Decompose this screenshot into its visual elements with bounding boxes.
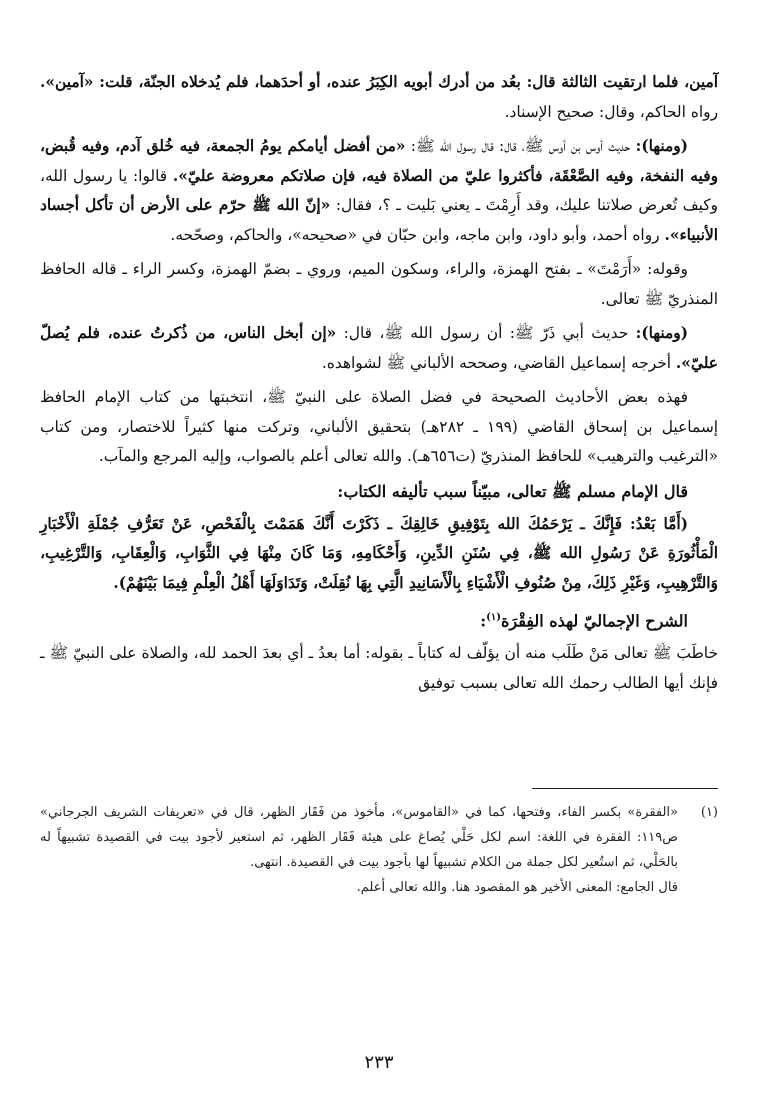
paragraph-4-hadith: «إن أبخل الناس، من ذُكرتُ عنده، فلم يُصلّ عليّ». <box>40 324 718 372</box>
paragraph-1-bold: آمين، فلما ارتقيت الثالثة قال: بعُد من أدرك أبويه الكِبَرُ عنده، أو أحدَهما، فلم يُدخلاه الجنّة، قلت: «آمين». <box>40 73 718 91</box>
paragraph-4 <box>40 319 718 378</box>
paragraph-1-text: رواه الحاكم، وقال: صحيح الإسناد. <box>504 102 718 121</box>
paragraph-4-text-a: حديث أبي ذَرّ ﷺ: أن رسول الله ﷺ، قال: <box>336 324 636 342</box>
section-heading-summary-colon: : <box>480 611 487 631</box>
paragraph-2-hadith-b: «إنّ الله ﷺ حرّم على الأرض أن تأكل أجساد الأنبياء». <box>40 196 718 244</box>
section-heading-imam-muslim: قال الإمام مسلم ﷺ تعالى، مبيّناً سبب تأليفه الكتاب: <box>337 481 688 501</box>
footnote-ref-1: (١) <box>486 612 501 623</box>
paragraph-3: وقوله: «أَرَمْتَ» ـ بفتح الهمزة، والراء، وسكون الميم، وروي ـ بضمّ الهمزة، وكسر الراء ـ قاله الحافظ المنذريّ ﷺ تعالى. <box>40 260 718 308</box>
quote-text: (أَمَّا بَعْدُ: فَإِنَّكَ ـ يَرْحَمُكَ الله بِتَوْفِيقِ خَالِقِكَ ـ ذَكَرْتَ أَنَّكَ هَمَمْتَ بِالْفَحْصِ، عَنْ تَعَرُّفِ جُمْلَةِ الْأَخْبَارِ الْمَأْثُورَةِ عَنْ رَسُولِ الله ﷺ، فِي سُنَنِ الدِّينِ، وَأَحْكَامِهِ، وَمَا كَانَ مِنْهَا فِي الثَّوَابِ، وَالْعِقَابِ، وَالتَّرْغِيبِ، وَالتَّرْهِيبِ، وَغَيْرِ ذَلِكَ، مِنْ صُنُوفِ الْأَشْيَاءِ بِالْأَسَانِيدِ الَّتِي بِهَا نُقِلَتْ، وَتَدَاوَلَهَا أَهْلُ الْعِلْمِ فِيمَا بَيْنَهُمْ). <box>40 514 718 592</box>
paragraph-5: فهذه بعض الأحاديث الصحيحة في فضل الصلاة على النبيّ ﷺ، انتخبتها من كتاب الإمام الحافظ إسماعيل بن إسحاق القاضي (١٩٩ ـ ٢٨٢هـ) بتحقيق الألباني، وتركت منها كثيراً للاختصار، ومن كتاب «الترغيب والترهيب» للحافظ المنذريّ (ت٦٥٦هـ). والله تعالى أعلم بالصواب، وإليه المرجع والمآب. <box>40 388 719 465</box>
paragraph-6: خاطَبَ ﷺ تعالى مَنْ طَلَب منه أن يؤلّف له كتاباً ـ بقوله: أما بعدُ ـ أي بعدَ الحمد لله، والصلاة على النبيّ ﷺ ـ فإنك أيها الطالب رحمك الله تعالى بسبب توفيق <box>40 644 718 692</box>
footnote-1-number: (١) <box>700 805 718 820</box>
footnote-1-text: «الفقرة» بكسر الفاء، وفتحها، كما في «القاموس»، مأخوذ من فَقَار الظهر، قال في «تعريفات الشريف الجرجاني» ص١١٩: الفقرة في اللغة: اسم لكل حَلْي يُصاغ على هيئة فَقَار الظهر، ثم استعير لأجود بيت في القصيدة تشبيهاً له بالحَلْي، ثم استُعير لكل جملة من الكلام تشبيهاً لها بأجود بيت في القصيدة. انتهى. <box>40 805 678 870</box>
paragraph-4-label: (ومنها): <box>635 324 689 342</box>
paragraph-2-text-a: حديث أوس بن أوس ﷺ، قال: قال رسول الله ﷺ: <box>405 137 636 155</box>
footnote-1 <box>40 800 718 875</box>
footnote-separator <box>532 788 718 789</box>
paragraph-1 <box>40 68 718 127</box>
footnotes <box>40 800 718 900</box>
section-heading-summary-text: الشرح الإجماليّ لهذه الفِقْرَة <box>500 611 688 631</box>
paragraph-2-hadith-a: «من أفضل أيامكم يومُ الجمعة، فيه خُلق آدم، وفيه قُبض، وفيه النفخة، وفيه الصَّعْقَة، فأكثروا عليّ من الصلاة فيه، فإن صلاتكم معروضة عليّ». <box>40 137 718 185</box>
quote-paragraph <box>40 510 718 599</box>
paragraph-2 <box>40 132 718 250</box>
footnote-compiler-note: قال الجامع: المعنى الأخير هو المقصود هنا. والله تعالى أعلم. <box>356 880 678 895</box>
paragraph-2-text-c: رواه أحمد، وأبو داود، وابن ماجه، وابن حبّان في «صحيحه»، والحاكم، وصحّحه. <box>170 225 665 244</box>
paragraph-2-label: (ومنها): <box>635 137 688 155</box>
section-heading-summary <box>40 603 718 636</box>
paragraph-2-text-b: قالوا: يا رسول الله، وكيف تُعرض صلاتنا عليك، وقد أَرِمْتَ ـ يعني بَليت ـ ؟، فقال: <box>40 166 718 214</box>
page-number: ٢٣٣ <box>364 1052 394 1073</box>
paragraph-4-text-b: أخرجه إسماعيل القاضي، وصححه الألباني ﷺ لشواهده. <box>321 353 676 372</box>
main-text <box>40 68 718 703</box>
